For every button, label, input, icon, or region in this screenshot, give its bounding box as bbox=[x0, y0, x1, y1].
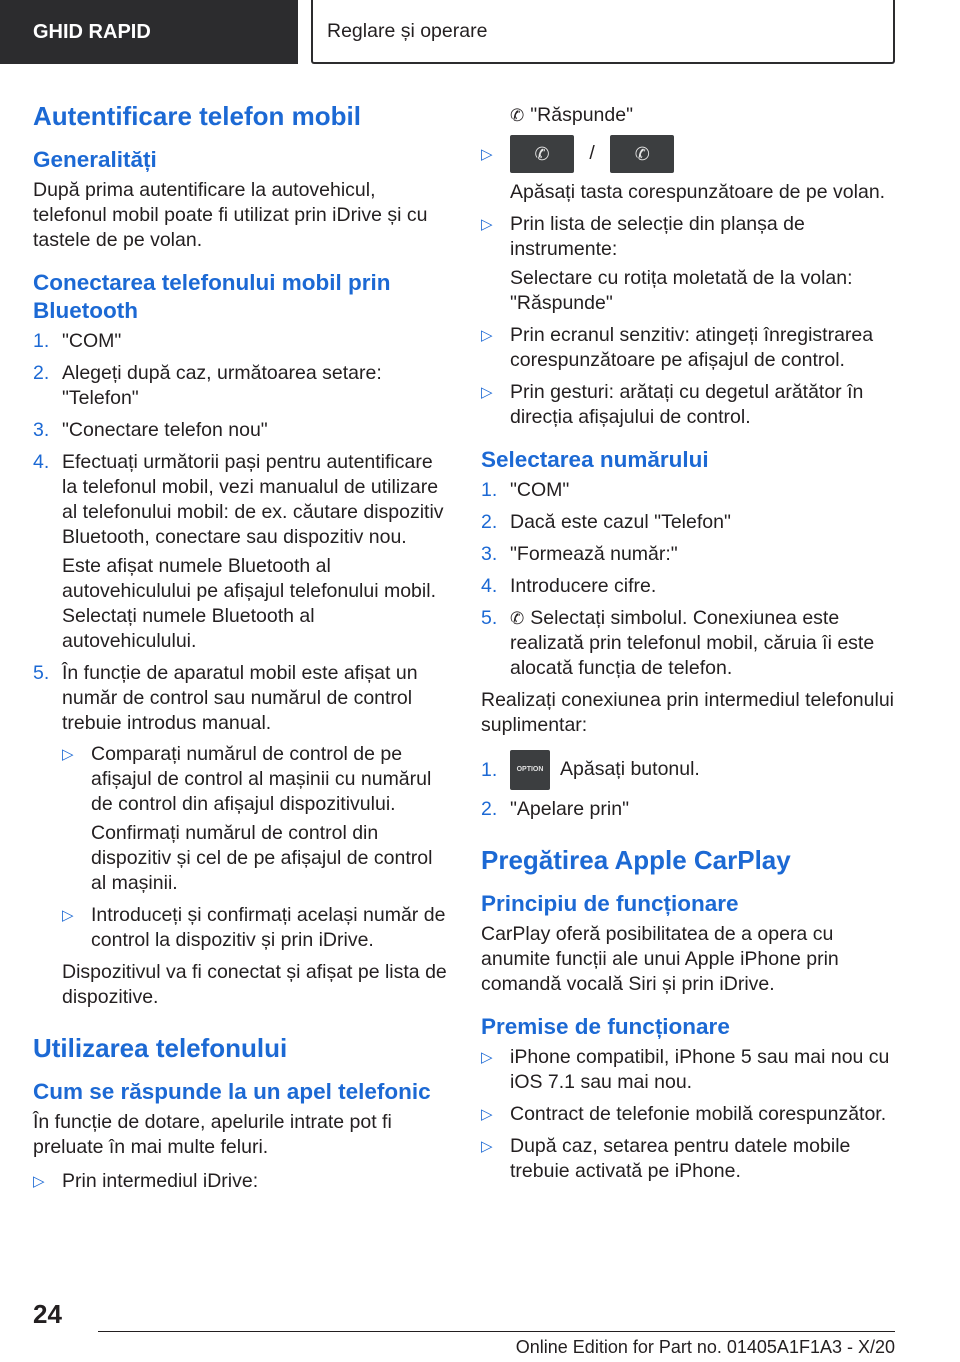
list-item bbox=[481, 380, 897, 430]
list-item bbox=[481, 542, 897, 567]
step-number: 4. bbox=[33, 451, 50, 473]
step-text: "COM" bbox=[510, 479, 570, 501]
footer-divider bbox=[98, 1331, 895, 1332]
header-section-tab bbox=[0, 0, 298, 64]
list-item bbox=[481, 212, 897, 316]
step-number: 3. bbox=[33, 419, 50, 441]
heading-answer: Cum se răspunde la un apel telefonic bbox=[33, 1079, 431, 1104]
slash-separator: / bbox=[589, 142, 595, 165]
list-item bbox=[33, 1169, 449, 1194]
step-number: 1. bbox=[33, 330, 50, 352]
heading-prerequisites: Premise de funcționare bbox=[481, 1014, 730, 1039]
answer-label-row bbox=[481, 103, 897, 128]
phone-handset-icon: ✆ bbox=[510, 609, 525, 628]
list-item bbox=[481, 478, 897, 503]
sub-list-item bbox=[62, 903, 449, 953]
list-item bbox=[481, 797, 897, 822]
step-number: 5. bbox=[481, 607, 498, 629]
bullet-text: Prin intermediul iDrive: bbox=[62, 1170, 259, 1192]
triangle-bullet-icon: ▷ bbox=[62, 746, 74, 763]
step-number: 2. bbox=[481, 511, 498, 533]
list-item bbox=[33, 329, 449, 354]
triangle-bullet-icon: ▷ bbox=[481, 327, 493, 344]
list-item bbox=[481, 750, 897, 790]
header-chapter-tab bbox=[311, 0, 895, 64]
step-number: 4. bbox=[481, 575, 498, 597]
list-item bbox=[481, 135, 897, 173]
step-extra: Dispozitivul va fi conectat și afișat pe lista de dispozitive. bbox=[62, 961, 447, 1008]
footer-edition: Online Edition for Part no. 01405A1F1A3 - X/20 bbox=[515, 1337, 895, 1357]
triangle-bullet-icon: ▷ bbox=[62, 907, 74, 924]
step-text: Efectuați următorii pași pentru autentificare la telefonul mobil, vezi manualul de utilizare al telefonului mobil: de ex. căutare dispozitiv Bluetooth, conectare sau dispozitiv nou. bbox=[62, 451, 444, 548]
triangle-bullet-icon: ▷ bbox=[481, 1049, 493, 1066]
heading-principle: Principiu de funcționare bbox=[481, 891, 739, 916]
header-chapter-label: Reglare și operare bbox=[327, 19, 488, 42]
triangle-bullet-icon: ▷ bbox=[33, 1173, 45, 1190]
step-extra: Este afișat numele Bluetooth al autovehiculului pe afișajul telefonului mobil. Selectați numele Bluetooth al autovehiculului. bbox=[62, 555, 436, 652]
heading-general: Generalități bbox=[33, 147, 157, 172]
bullet-text: Contract de telefonie mobilă corespunzător. bbox=[510, 1103, 887, 1125]
list-item bbox=[33, 450, 449, 654]
phone-handset-icon: ✆ bbox=[510, 106, 525, 125]
step-text: Alegeți după caz, următoarea setare: "Telefon" bbox=[62, 362, 382, 409]
bullet-text: Apăsați tasta corespunzătoare de pe volan. bbox=[510, 181, 886, 203]
sub-item-extra: Confirmați numărul de control din dispozitiv și cel de pe afișajul de control al mașinii. bbox=[91, 822, 433, 894]
list-item bbox=[481, 606, 897, 681]
page-number: 24 bbox=[33, 1299, 62, 1329]
step-number: 1. bbox=[481, 479, 498, 501]
step-text: "Formează număr:" bbox=[510, 543, 678, 565]
option-button-icon bbox=[510, 750, 550, 790]
heading-carplay: Pregătirea Apple CarPlay bbox=[481, 845, 791, 875]
step-text: "COM" bbox=[62, 330, 122, 352]
step-number: 2. bbox=[33, 362, 50, 384]
list-item bbox=[33, 418, 449, 443]
step-text: "Conectare telefon nou" bbox=[62, 419, 268, 441]
step-text: Selectați simbolul. Conexiunea este realizată prin telefonul mobil, căruia îi este alocată funcția de telefon. bbox=[510, 607, 875, 679]
bullet-text: După caz, setarea pentru datele mobile trebuie activată pe iPhone. bbox=[510, 1135, 851, 1182]
sub-list-item bbox=[62, 742, 449, 896]
sub-item-text: Introduceți și confirmați același număr de control la dispozitiv și prin iDrive. bbox=[91, 904, 446, 951]
list-item bbox=[481, 1102, 897, 1127]
step-text: Introducere cifre. bbox=[510, 575, 657, 597]
bullet-text: Prin lista de selecție din planșa de instrumente: bbox=[510, 213, 805, 260]
step-number: 3. bbox=[481, 543, 498, 565]
answer-label: "Răspunde" bbox=[530, 104, 633, 126]
header-section-label: GHID RAPID bbox=[33, 20, 151, 43]
heading-use: Utilizarea telefonului bbox=[33, 1033, 288, 1063]
step-number: 5. bbox=[33, 662, 50, 684]
paragraph-principle: CarPlay oferă posibilitatea de a opera cu anumite funcții ale unui Apple iPhone prin comandă vocală Siri și prin iDrive. bbox=[481, 923, 839, 995]
triangle-bullet-icon: ▷ bbox=[481, 1106, 493, 1123]
list-item bbox=[481, 1045, 897, 1095]
bullet-text: Prin ecranul senzitiv: atingeți înregistrarea corespunzătoare pe afișajul de control. bbox=[510, 324, 874, 371]
list-item bbox=[481, 510, 897, 535]
step-number: 2. bbox=[481, 798, 498, 820]
list-item bbox=[481, 574, 897, 599]
bullet-text: Prin gesturi: arătați cu degetul arătător în direcția afișajului de control. bbox=[510, 381, 864, 428]
call-accept-icon: ✆ bbox=[510, 135, 574, 173]
connect-steps bbox=[33, 329, 449, 1010]
list-item-continuation bbox=[481, 180, 897, 205]
step-text: În funcție de aparatul mobil este afișat un număr de control sau numărul de control trebuie introdus manual. bbox=[62, 662, 418, 734]
triangle-bullet-icon: ▷ bbox=[481, 1138, 493, 1155]
triangle-bullet-icon: ▷ bbox=[481, 216, 493, 233]
step-text: Dacă este cazul "Telefon" bbox=[510, 511, 731, 533]
sub-item-text: Comparați numărul de control de pe afișajul de control al mașinii cu numărul de control din afișajul dispozitivului. bbox=[91, 743, 432, 815]
heading-connect: Conectarea telefonului mobil prin Bluetooth bbox=[33, 270, 391, 323]
step-text: "Apelare prin" bbox=[510, 798, 629, 820]
paragraph-general: După prima autentificare la autovehicul, telefonul mobil poate fi utilizat prin iDrive și cu tastele de pe volan. bbox=[33, 179, 428, 251]
paragraph-additional-phone: Realizați conexiunea prin intermediul telefonului suplimentar: bbox=[481, 689, 894, 736]
triangle-bullet-icon: ▷ bbox=[481, 384, 493, 401]
heading-auth: Autentificare telefon mobil bbox=[33, 101, 361, 131]
triangle-bullet-icon: ▷ bbox=[481, 145, 493, 163]
call-end-icon: ✆ bbox=[610, 135, 674, 173]
paragraph-answer: În funcție de dotare, apelurile intrate pot fi preluate în mai multe feluri. bbox=[33, 1111, 392, 1158]
option-button-label: OPTION bbox=[516, 766, 544, 773]
heading-select-number: Selectarea numărului bbox=[481, 447, 709, 472]
list-item bbox=[481, 323, 897, 373]
list-item bbox=[33, 661, 449, 1010]
bullet-text: iPhone compatibil, iPhone 5 sau mai nou cu iOS 7.1 sau mai nou. bbox=[510, 1046, 890, 1093]
right-column bbox=[481, 103, 897, 1191]
bullet-extra: Selectare cu rotița moletată de la volan: "Răspunde" bbox=[510, 267, 853, 314]
list-item bbox=[481, 1134, 897, 1184]
step-number: 1. bbox=[481, 758, 498, 781]
list-item bbox=[33, 361, 449, 411]
left-column bbox=[33, 100, 449, 1201]
step-text: Apăsați butonul. bbox=[560, 758, 700, 781]
